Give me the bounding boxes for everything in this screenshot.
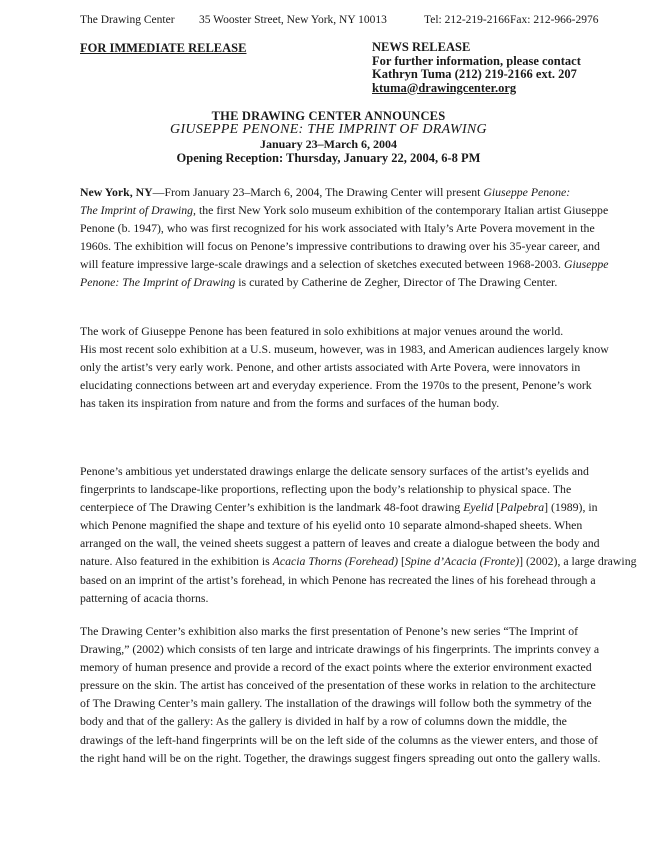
text-line: Drawing,” (2002) which consists of ten large and intricate drawings of his fingerprints. The imprints convey a: [80, 642, 600, 657]
text-run: [: [398, 554, 405, 569]
text-line: [80, 273, 596, 291]
text-run: will feature impressive large-scale drawings and a selection of sketches executed between 1968-2003.: [80, 257, 564, 272]
text-run: nature. Also featured in the exhibition is: [80, 554, 273, 569]
text-line: memory of human presence and provide a record of the exact points where the exterior environment exacted: [80, 660, 592, 675]
title-italic: Acacia Thorns (Forehead): [272, 554, 399, 569]
text-line: [80, 498, 596, 516]
org-address: 35 Wooster Street, New York, NY 10013: [199, 14, 387, 26]
contact-person: Kathryn Tuma (212) 219-2166 ext. 207: [372, 67, 577, 81]
text-line: has taken its inspiration from nature and from the forms and surfaces of the human body.: [80, 396, 500, 411]
paragraph-intro: [80, 183, 609, 292]
org-fax: Fax: 212-966-2976: [510, 14, 599, 26]
text-line: the right hand will be on the right. Together, the drawings suggest fingers spreading out onto the gallery walls.: [80, 750, 601, 765]
text-run: the first New York solo museum exhibition of the contemporary Italian artist Giuseppe: [196, 203, 609, 218]
text-line: Penone (b. 1947), who was first recognized for his work associated with Italy’s Arte Povera movement in the: [80, 221, 595, 236]
announce-heading: THE DRAWING CENTER ANNOUNCES: [211, 109, 446, 123]
title-italic: The Imprint of Drawing,: [80, 203, 197, 218]
text-line: pressure on the skin. The artist has conceived of the presentation of these works in relation to the architecture: [80, 678, 596, 693]
contact-block: [372, 41, 581, 95]
text-line: His most recent solo exhibition at a U.S. museum, however, was in 1983, and American audiences largely know: [80, 342, 609, 357]
exhibition-title: GIUSEPPE PENONE: THE IMPRINT OF DRAWING: [170, 122, 487, 137]
title-italic: Giuseppe: [563, 257, 609, 272]
org-name: The Drawing Center: [80, 14, 175, 26]
text-line: 1960s. The exhibition will focus on Penone’s impressive contributions to drawing over his 35-year career, and: [80, 239, 600, 254]
release-notice: FOR IMMEDIATE RELEASE: [80, 41, 247, 55]
letterhead: [80, 14, 629, 30]
text-run: centerpiece of The Drawing Center’s exhibition is the landmark 48-foot drawing: [80, 500, 464, 515]
contact-instruction: For further information, please contact: [372, 53, 581, 68]
paragraph-background: [80, 322, 609, 412]
text-line: based on an imprint of the artist’s forehead, in which Penone has recreated the lines of his forehead through a: [80, 572, 596, 587]
dateline: New York, NY: [80, 185, 153, 199]
title-italic: Palpebra: [500, 500, 545, 515]
text-line: fingerprints to landscape-like proportions, reflecting upon the body’s relationship to physical space. The: [80, 482, 572, 497]
text-run: —From January 23–March 6, 2004, The Drawing Center will present: [152, 185, 484, 199]
text-line: elucidating connections between art and everyday experience. From the 1970s to the present, Penone’s work: [80, 378, 592, 393]
text-line: body and that of the gallery: As the gallery is divided in half by a row of columns down the middle, the: [80, 714, 567, 729]
text-run: ] (1989), in: [544, 500, 598, 515]
org-telephone: Tel: 212-219-2166: [424, 14, 510, 26]
title-italic: Penone: The Imprint of Drawing: [80, 275, 236, 290]
text-run: [: [493, 500, 501, 515]
text-line: [80, 552, 637, 570]
news-release-label: NEWS RELEASE: [372, 40, 471, 54]
title-italic: Spine d’Acacia (Fronte): [404, 554, 520, 569]
text-line: only the artist’s very early work. Penone, and other artists associated with Arte Povera, were innovators in: [80, 360, 581, 375]
text-line: [80, 255, 609, 273]
text-line: patterning of acacia thorns.: [80, 590, 209, 605]
text-run: ] (2002), a large drawing: [519, 554, 637, 569]
text-line: [80, 183, 596, 201]
title-italic: Giuseppe Penone:: [483, 185, 571, 199]
text-line: [80, 201, 609, 219]
text-run: is curated by Catherine de Zegher, Director of The Drawing Center.: [235, 275, 558, 290]
text-line: Penone’s ambitious yet understated drawings enlarge the delicate sensory surfaces of the artist’s eyelids and: [80, 464, 589, 478]
paragraph-drawings: [80, 462, 637, 607]
text-line: drawings of the left-hand fingerprints will be on the left side of the columns as the viewer enters, and those of: [80, 732, 598, 747]
headline-block: [0, 109, 657, 165]
text-line: The Drawing Center’s exhibition also marks the first presentation of Penone’s new series “The Imprint of: [80, 624, 579, 638]
text-line: arranged on the wall, the veined sheets suggest a pattern of leaves and create a dialogue between the body and: [80, 536, 600, 551]
contact-email-link[interactable]: ktuma@drawingcenter.org: [372, 80, 517, 95]
exhibition-dates: January 23–March 6, 2004: [259, 137, 398, 151]
text-line: which Penone magnified the shape and texture of his eyelid onto 10 separate almond-shaped sheets. When: [80, 518, 583, 533]
title-italic: Eyelid: [463, 500, 494, 515]
text-line: The work of Giuseppe Penone has been featured in solo exhibitions at major venues around the world.: [80, 324, 564, 338]
opening-reception: Opening Reception: Thursday, January 22, 2004, 6-8 PM: [176, 151, 481, 165]
paragraph-imprint-series: [80, 622, 601, 767]
text-line: of The Drawing Center’s main gallery. The installation of the drawings will follow both the symmetry of the: [80, 696, 592, 711]
